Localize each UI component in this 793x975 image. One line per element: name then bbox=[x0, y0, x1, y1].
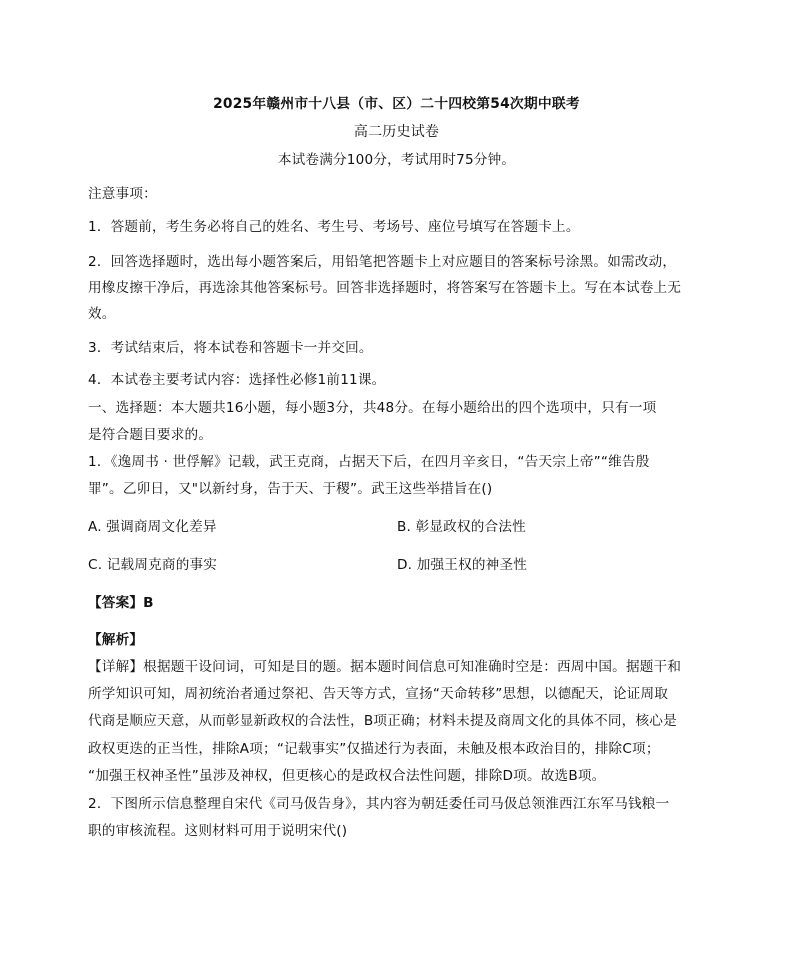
question-1-analysis-line-3: 代商是顺应天意，从而彰显新政权的合法性，B项正确；材料未提及商周文化的具体不同，核心是 bbox=[88, 713, 677, 729]
question-1-option-d: D. 加强王权的神圣性 bbox=[397, 557, 528, 573]
question-1-analysis-line-4: 政权更迭的正当性，排除A项；“记载事实”仅描述行为表面，未触及根本政治目的，排除C项； bbox=[88, 741, 660, 757]
question-1-analysis-heading: 【解析】 bbox=[88, 632, 144, 648]
question-1-stem-line-2: 罪”。乙卯日，又"以新纣身，告于天、于稷”。武王这些举措旨在() bbox=[88, 481, 493, 497]
note-item-1: 1．答题前，考生务必将自己的姓名、考生号、考场号、座位号填写在答题卡上。 bbox=[88, 219, 580, 235]
note-item-2-line-1: 2．回答选择题时，选出每小题答案后，用铅笔把答题卡上对应题目的答案标号涂黑。如需改动， bbox=[88, 254, 677, 270]
question-1-stem-line-1: 1．《逸周书 · 世俘解》记载，武王克商，占据天下后，在四月辛亥日，“告天宗上帝”“维告殷 bbox=[88, 454, 650, 470]
question-2-stem-line-2: 职的审核流程。这则材料可用于说明宋代() bbox=[88, 823, 348, 839]
notes-heading: 注意事项： bbox=[88, 186, 157, 202]
note-item-4: 4．本试卷主要考试内容：选择性必修1前11课。 bbox=[88, 372, 386, 388]
exam-meta: 本试卷满分100分，考试用时75分钟。 bbox=[277, 152, 516, 168]
question-1-option-c: C. 记载周克商的事实 bbox=[88, 557, 218, 573]
exam-subtitle: 高二历史试卷 bbox=[353, 124, 440, 140]
question-1-analysis-line-5: “加强王权神圣性”虽涉及神权，但更核心的是政权合法性问题，排除D项。故选B项。 bbox=[88, 768, 606, 784]
exam-title: 2025年赣州市十八县（市、区）二十四校第54次期中联考 bbox=[213, 96, 580, 112]
section-intro-line-2: 是符合题目要求的。 bbox=[88, 427, 213, 443]
question-1-analysis-line-1: 【详解】根据题干设问词，可知是目的题。据本题时间信息可知准确时空是：西周中国。据题干和 bbox=[88, 659, 682, 675]
question-1-option-a: A. 强调商周文化差异 bbox=[88, 519, 217, 535]
note-item-2-line-3: 效。 bbox=[88, 306, 116, 322]
question-1-analysis-line-2: 所学知识可知，周初统治者通过祭祀、告天等方式，宣扬“天命转移”思想，以德配天，论证周取 bbox=[88, 686, 669, 702]
question-1-option-b: B. 彰显政权的合法性 bbox=[397, 519, 526, 535]
section-intro-line-1: 一、选择题：本大题共16小题，每小题3分，共48分。在每小题给出的四个选项中，只有一项 bbox=[88, 400, 657, 416]
note-item-3: 3．考试结束后，将本试卷和答题卡一并交回。 bbox=[88, 340, 373, 356]
note-item-2-line-2: 用橡皮擦干净后，再选涂其他答案标号。回答非选择题时，将答案写在答题卡上。写在本试卷上无 bbox=[88, 280, 682, 296]
question-2-stem-line-1: 2．下图所示信息整理自宋代《司马伋告身》，其内容为朝廷委任司马伋总领淮西江东军马钱粮一 bbox=[88, 796, 670, 812]
question-1-answer: 【答案】B bbox=[88, 595, 154, 611]
